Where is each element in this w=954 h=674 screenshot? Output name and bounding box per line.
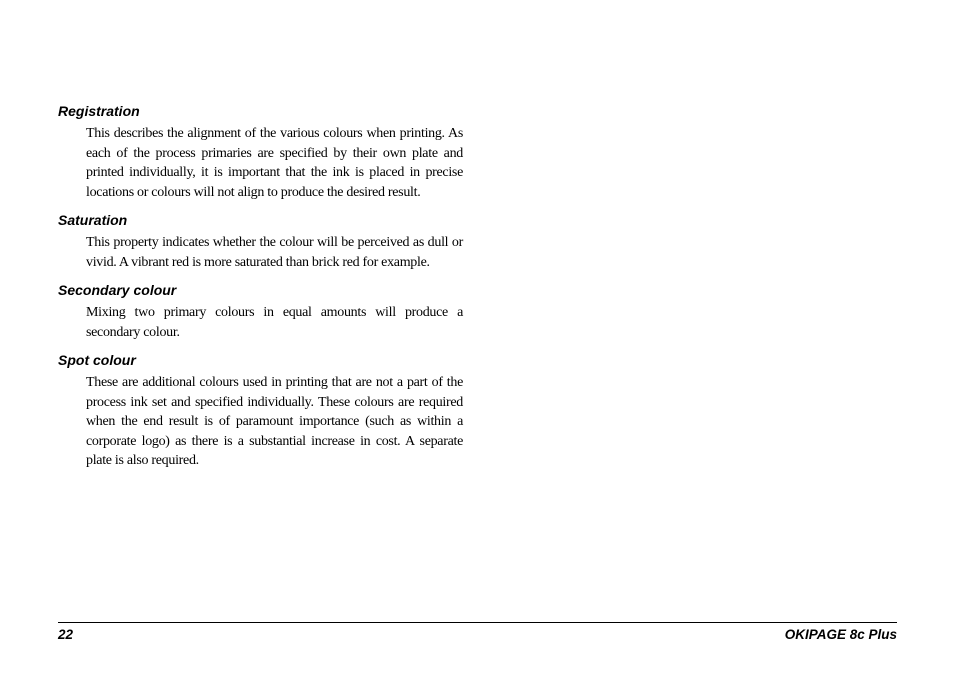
term-definition: These are additional colours used in printing that are not a part of the process ink set and specified individually. These colours are required when the end result is of paramount importance (such as within a corporate logo) as there is a substantial increase in cost. A separate plate is also required. xyxy=(86,375,463,468)
glossary-entry-spot-colour xyxy=(58,351,468,471)
term-definition: This describes the alignment of the various colours when printing. As each of the process primaries are specified by their own plate and printed individually, it is important that the ink is placed in precise locations or colours will not align to produce the desired result. xyxy=(86,126,463,200)
glossary-entry-saturation xyxy=(58,211,468,272)
term-heading: Spot colour xyxy=(58,352,136,368)
glossary-entry-registration xyxy=(58,102,468,202)
glossary-section xyxy=(58,102,468,480)
product-name: OKIPAGE 8c Plus xyxy=(784,627,897,642)
term-definition: This property indicates whether the colour will be perceived as dull or vivid. A vibrant red is more saturated than brick red for example. xyxy=(86,235,463,270)
term-heading: Registration xyxy=(58,103,140,119)
footer-divider xyxy=(58,622,897,623)
term-definition: Mixing two primary colours in equal amounts will produce a secondary colour. xyxy=(86,305,463,340)
term-heading: Secondary colour xyxy=(58,282,177,298)
glossary-entry-secondary-colour xyxy=(58,281,468,342)
term-heading: Saturation xyxy=(58,212,128,228)
page-number: 22 xyxy=(58,627,74,642)
